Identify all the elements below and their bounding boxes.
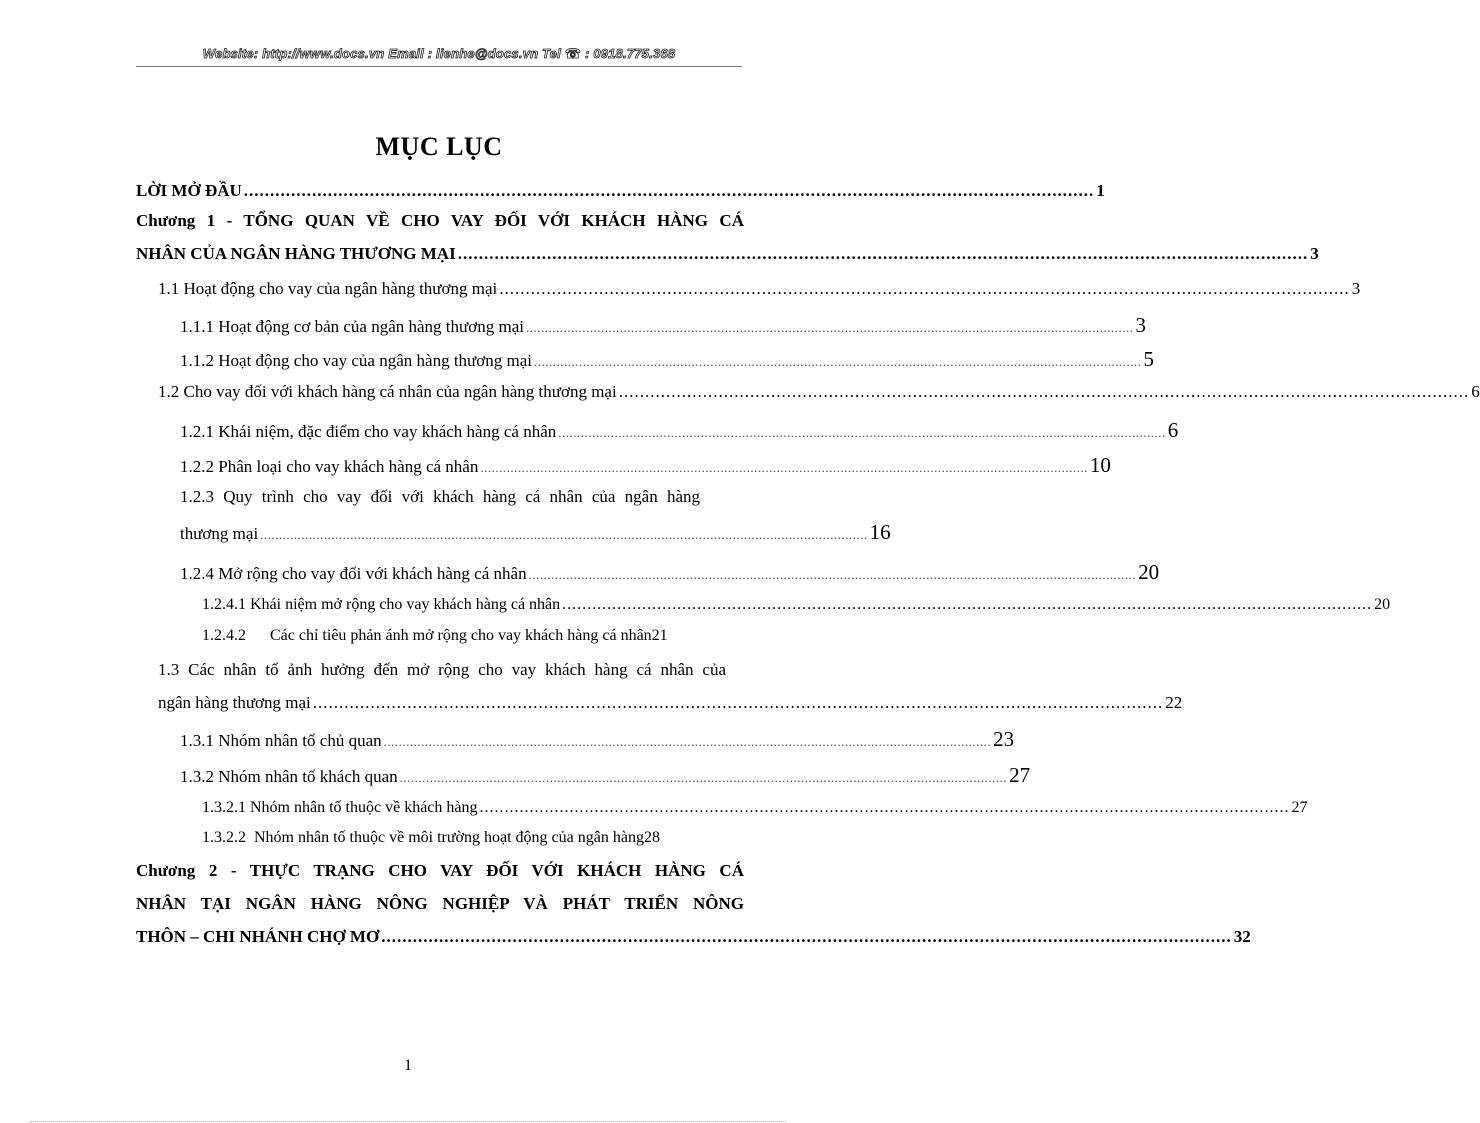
toc-entry-line[interactable]: Chương 1 - TỔNG QUAN VỀ CHO VAY ĐỐI VỚI KHÁCH HÀNG CÁ (136, 211, 744, 230)
toc-entry[interactable] (180, 560, 1160, 585)
toc-entry-line[interactable]: NHÂN TẠI NGÂN HÀNG NÔNG NGHIỆP VÀ PHÁT TRIỂN NÔNG (136, 894, 744, 913)
toc-entry[interactable] (158, 279, 1361, 299)
toc-entry-page: 5 (1143, 347, 1154, 371)
toc-leader: .................................................................................................................................................................. (260, 527, 868, 542)
toc-entry-text: NHÂN CỦA NGÂN HÀNG THƯƠNG MẠI (136, 244, 456, 263)
toc-entry-page: 3 (1135, 313, 1146, 337)
toc-entry[interactable] (180, 347, 1154, 372)
toc-entry-text: 1.3.2 Nhóm nhân tố khách quan (180, 767, 398, 786)
toc-entry-text: 1.1.1 Hoạt động cơ bản của ngân hàng thương mại (180, 317, 524, 336)
toc-entry-text: 1.1 Hoạt động cho vay của ngân hàng thương mại (158, 279, 498, 298)
toc-leader: .................................................................................................................................................................. (383, 734, 992, 749)
toc-entry[interactable] (202, 627, 764, 645)
header-contact-text: Website: http://www.docs.vn Email : lienhe@docs.vn Tel ☎ : 0918.775.368 (202, 46, 676, 61)
toc-entry-text: ngân hàng thương mại (158, 693, 311, 712)
toc-entry-page: 6 (1167, 418, 1179, 442)
toc-entry[interactable] (180, 418, 1179, 443)
toc-leader: .................................................................................................................................................................. (534, 354, 1142, 369)
page-number: 1 (404, 1057, 412, 1074)
toc-entry-text: LỜI MỞ ĐẦU (136, 181, 242, 200)
toc-entry[interactable] (136, 927, 1251, 947)
toc-entry-line[interactable]: 1.3 Các nhân tố ảnh hưởng đến mở rộng cho vay khách hàng cá nhân của (158, 660, 726, 679)
toc-entry-page: 32 (1233, 927, 1251, 946)
toc-entry[interactable] (202, 799, 1308, 817)
toc-entry[interactable] (180, 727, 1015, 752)
toc-entry-text: 1.2.2 Phân loại cho vay khách hàng cá nhân (180, 457, 479, 476)
toc-entry-page: 20 (1374, 596, 1391, 613)
toc-leader: .................................................................................................................................................................. (562, 596, 1373, 613)
toc-entry-page: 28 (643, 829, 660, 846)
toc-entry-text: 1.1.2 Hoạt động cho vay của ngân hàng thương mại (180, 351, 532, 370)
toc-leader: .................................................................................................................................................................. (499, 279, 1350, 298)
page-title: MỤC LỤC (375, 132, 503, 161)
header-divider (136, 66, 742, 67)
toc-entry-page: 6 (1471, 382, 1480, 401)
toc-entry-text: 1.3.2.2 Nhóm nhân tố thuộc về môi trường hoạt động của ngân hàng (202, 829, 644, 846)
toc-leader: .................................................................................................................................................................. (528, 567, 1137, 582)
toc-entry-page: 23 (993, 727, 1015, 751)
page-bottom-divider (30, 1121, 786, 1122)
toc-entry-page: 3 (1310, 244, 1319, 263)
toc-entry[interactable] (158, 382, 1480, 402)
toc-entry[interactable] (158, 693, 1183, 713)
toc-leader: .................................................................................................................................................................. (480, 460, 1088, 475)
toc-entry[interactable] (202, 596, 1391, 614)
toc-leader: .................................................................................................................................................................. (479, 799, 1290, 816)
toc-entry-text: 1.3.1 Nhóm nhân tố chủ quan (180, 731, 382, 750)
toc-entry-page: 27 (1009, 763, 1031, 787)
toc-entry-page: 3 (1351, 279, 1361, 298)
toc-leader: .................................................................................................................................................................. (525, 320, 1134, 335)
toc-entry[interactable] (202, 829, 764, 847)
toc-entry-page: 20 (1138, 560, 1160, 584)
toc-entry-text: 1.2.4.1 Khái niệm mở rộng cho vay khách hàng cá nhân (202, 596, 561, 613)
toc-entry-page: 27 (1291, 799, 1308, 816)
toc-entry-text: 1.2 Cho vay đối với khách hàng cá nhân của ngân hàng thương mại (158, 382, 617, 401)
toc-leader: .................................................................................................................................................................. (457, 244, 1309, 263)
toc-entry-text: 1.3.2.1 Nhóm nhân tố thuộc về khách hàng (202, 799, 478, 816)
toc-entry-page: 21 (651, 627, 668, 644)
toc-leader: .................................................................................................................................................................. (558, 425, 1166, 440)
toc-entry[interactable] (180, 520, 891, 545)
toc-leader: .................................................................................................................................................................. (243, 181, 1095, 200)
toc-leader: .................................................................................................................................................................. (312, 693, 1164, 712)
toc-entry-page: 1 (1096, 181, 1105, 200)
toc-entry[interactable] (136, 244, 1319, 264)
toc-entry-text: thương mại (180, 524, 259, 543)
toc-entry-page: 16 (869, 520, 891, 544)
toc-entry-page: 22 (1165, 693, 1183, 712)
toc-entry-text: 1.2.4 Mở rộng cho vay đối với khách hàng cá nhân (180, 564, 527, 583)
toc-leader: .................................................................................................................................................................. (399, 770, 1008, 785)
toc-entry[interactable] (136, 181, 1105, 201)
toc-entry[interactable] (180, 453, 1111, 478)
toc-entry-page: 10 (1089, 453, 1111, 477)
toc-entry-text: THÔN – CHI NHÁNH CHỢ MƠ (136, 927, 380, 946)
toc-entry-line[interactable]: 1.2.3 Quy trình cho vay đối với khách hàng cá nhân của ngân hàng (180, 487, 700, 506)
toc-entry[interactable] (180, 763, 1031, 788)
toc-leader: .................................................................................................................................................................. (381, 927, 1232, 946)
toc-entry-text: 1.2.4.2 Các chỉ tiêu phản ánh mở rộng cho vay khách hàng cá nhân (202, 627, 652, 644)
toc-entry[interactable] (180, 313, 1146, 338)
toc-leader: .................................................................................................................................................................. (618, 382, 1470, 401)
toc-entry-line[interactable]: Chương 2 - THỰC TRẠNG CHO VAY ĐỐI VỚI KHÁCH HÀNG CÁ (136, 861, 744, 880)
toc-entry-text: 1.2.1 Khái niệm, đặc điểm cho vay khách hàng cá nhân (180, 422, 557, 441)
